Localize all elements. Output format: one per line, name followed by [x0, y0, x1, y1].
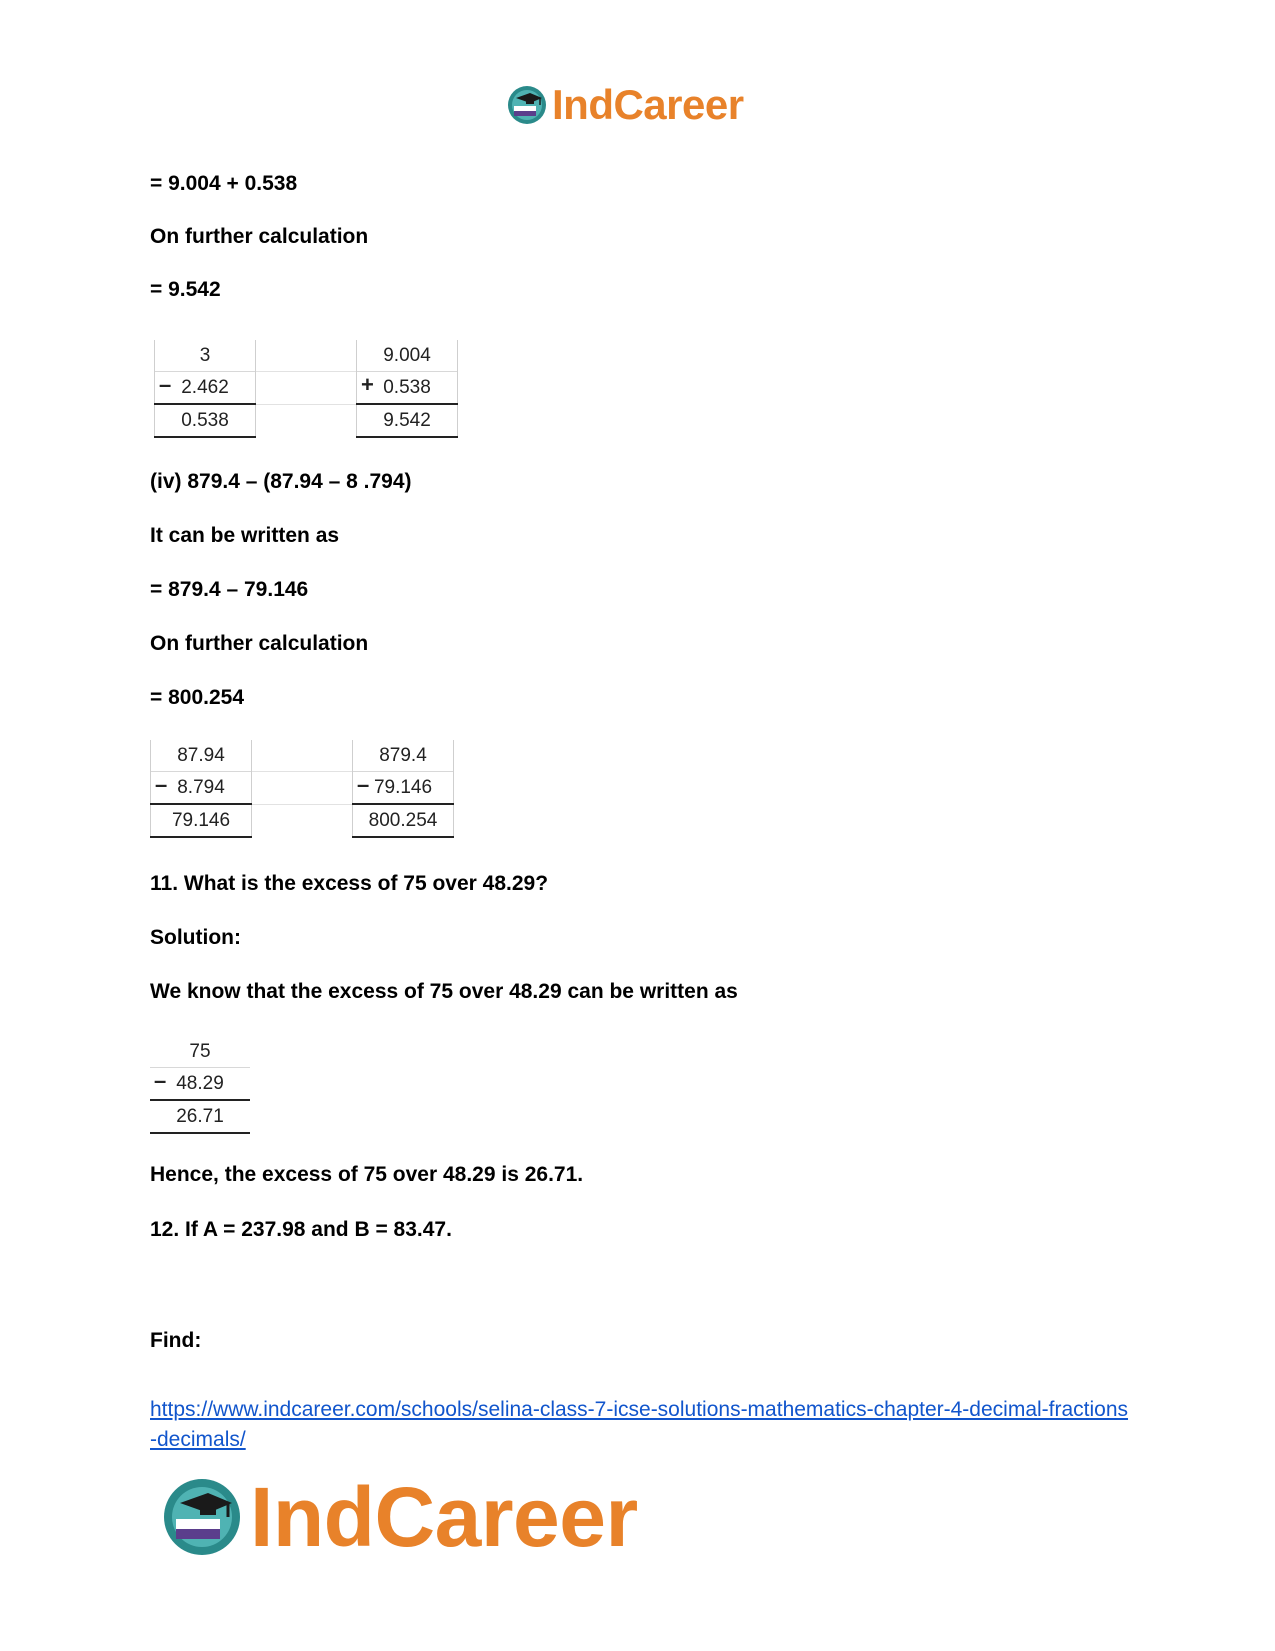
text-line: On further calculation — [150, 632, 369, 655]
operand-second: 79.146 — [373, 776, 433, 798]
text-line: Find: — [150, 1329, 202, 1352]
operand-top: 75 — [189, 1040, 211, 1062]
source-link[interactable]: https://www.indcareer.com/schools/selina-class-7-icse-solutions-mathematics-chapter-4-decimal-fractions-decimals/ — [150, 1398, 1129, 1451]
text-line: We know that the excess of 75 over 48.29 can be written as — [150, 980, 738, 1003]
calculation-table — [150, 1036, 250, 1134]
solution-label: Solution: — [150, 926, 241, 949]
minus-sign: – — [154, 1068, 167, 1093]
question-heading: 11. What is the excess of 75 over 48.29? — [150, 872, 549, 895]
result: 0.538 — [155, 404, 256, 437]
minus-sign: – — [159, 372, 172, 397]
result: 9.542 — [357, 404, 458, 437]
operand-top: 9.004 — [357, 340, 458, 372]
graduation-book-icon — [506, 84, 548, 126]
operand-top: 879.4 — [353, 740, 454, 772]
text-line: On further calculation — [150, 225, 369, 248]
logo-text: IndCareer — [250, 1469, 638, 1564]
minus-sign: – — [357, 772, 370, 797]
text-line: Hence, the excess of 75 over 48.29 is 26.71. — [150, 1163, 584, 1186]
result: 79.146 — [151, 804, 252, 837]
operand-top: 3 — [155, 340, 256, 372]
text-line: = 9.542 — [150, 278, 221, 301]
text-line: = 800.254 — [150, 686, 245, 709]
operand-second: 0.538 — [383, 376, 431, 398]
footer-logo — [160, 1469, 720, 1564]
logo-text: IndCareer — [552, 81, 744, 128]
operand-second: 2.462 — [181, 376, 229, 398]
operand-second: 48.29 — [176, 1072, 224, 1094]
graduation-book-icon — [160, 1475, 244, 1559]
calculation-table — [150, 740, 454, 838]
operand-top: 87.94 — [151, 740, 252, 772]
result: 26.71 — [150, 1100, 250, 1133]
header-logo — [506, 80, 786, 130]
text-line: = 879.4 – 79.146 — [150, 578, 309, 601]
minus-sign: – — [155, 772, 168, 797]
result: 800.254 — [353, 804, 454, 837]
calculation-table — [154, 340, 458, 438]
plus-sign: + — [361, 372, 374, 397]
text-line: It can be written as — [150, 524, 340, 547]
operand-second: 8.794 — [177, 776, 225, 798]
text-line: = 9.004 + 0.538 — [150, 172, 298, 195]
text-line: (iv) 879.4 – (87.94 – 8 .794) — [150, 470, 412, 493]
question-heading: 12. If A = 237.98 and B = 83.47. — [150, 1218, 452, 1241]
